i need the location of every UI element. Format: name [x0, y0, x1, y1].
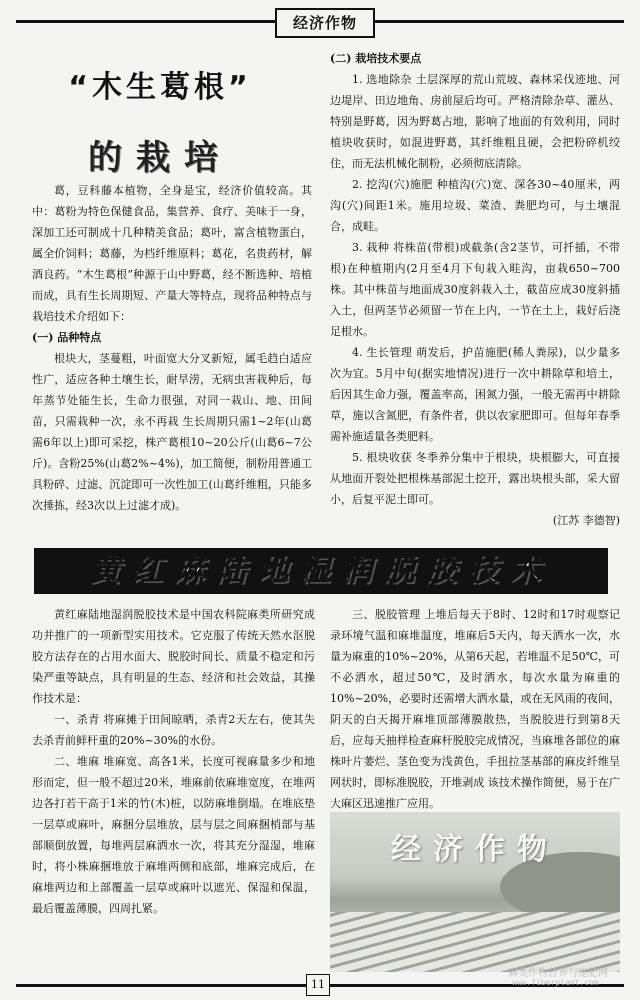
article1-column-left	[32, 180, 312, 516]
article2-step-1: 一、杀青 将麻摊于田间晾晒，杀青2天左右，使其失去杀青前鲜杆重的20%~30%的水份。	[32, 713, 315, 747]
article2-column-left	[32, 604, 315, 919]
article1-heading-2: (二) 栽培技术要点	[330, 52, 422, 65]
article2-step-3: 三、脱胶管理 上堆后每天于8时、12时和17时观察记录环境气温和麻堆温度，堆麻后5天内，每天洒水一次，水量为麻重的10%~20%，从第6天起，若堆温不足50℃，可不必洒水，超过50℃，及时洒水，每次水量为麻重的10%~20%，必要时还需增大洒水量，或在无风雨的夜间，阴天的白天揭开麻堆顶部薄膜散热，当脱胶进行到第8天后，应每天抽样检查麻杆脱胶完成情况，当麻堆各部位的麻株叶片萎烂、茎色变为浅黄色，手扭拉茎基部的麻皮纤维呈网状时，即标准脱胶，开堆剥成 该技术操作简便，易于在广大麻区迅速推广应用。	[330, 608, 620, 810]
article1-step-1: 1. 选地除杂 土层深厚的荒山荒坡、森林采伐迹地、河边堤岸、田边地角、房前屋后均可。严格清除杂草、灌丛、特别是野葛，因为野葛占地，影响了地面的有效利用，同时植块收获时，如混进野葛，其纤维粗且硬，会把粉碎机绞住，而无法机械化制粉，必须彻底清除。	[330, 73, 620, 170]
article1-step-3: 3. 栽种 将株苗(带根)或截条(含2茎节，可扦插，不带根)在种植期内(2月至4月下旬栽入畦沟，亩栽650~700株。其中株苗与地面成30度斜栽入土，截苗应成30度斜插入土，但两茎节必须留一节在上内，一节在土上，栽好后浇足根水。	[330, 241, 620, 338]
photo-caption-title: 经济作物	[391, 832, 559, 867]
article1-subtitle: 的栽培	[88, 138, 232, 178]
section-label: 经济作物	[275, 8, 375, 38]
article2-title-banner	[34, 548, 608, 594]
article1-column-right	[330, 48, 620, 531]
watermark-url: www.fiberplant.com	[512, 978, 599, 987]
article1-step-4: 4. 生长管理 萌发后，护苗施肥(稀人粪尿)，以少量多次为宜。5月中旬(据实地情况)进行一次中耕除草和培土，后因其生命力强，覆盖率高，困氮力强，一般无需再中耕除草，施以含氮肥，有条件者，供以农家肥即可。但每年春季需补施适量各类肥料。	[330, 346, 620, 443]
photo-crop-rows	[330, 912, 620, 972]
article1-intro: 葛，豆科藤本植物，全身是宝，经济价值较高。其中：葛粉为特色保健食品，集营养、食疗、美味于一身，深加工还可制成十几种精美食品；葛叶，富含植物蛋白，属全价饲料；葛藤，为档纤维原料；葛花，名贵药材，解酒良药。“木生葛根”种源于山中野葛，经不断选种、培植而成，具有生长周期短、产量大等特点，现将品种特点与栽培技术介绍如下：	[32, 184, 312, 323]
article1-step-2: 2. 挖沟(穴)施肥 种植沟(穴)宽、深各30~40厘米，两沟(穴)间距1米。施用垃圾、菜渣、粪肥均可，与土壤混合，成畦。	[330, 178, 620, 233]
article1-title: “木生葛根”	[68, 70, 252, 105]
page-number: 11	[306, 974, 330, 996]
article2-intro: 黄红麻陆地湿润脱胶技术是中国农科院麻类所研究成功并推广的一项新型实用技术。它克服了传统天然水沤脱胶方法存在的占用水面大、脱胶时间长、质量不稳定和污染严重等缺点，具有明显的生态、经济和社会效益，其操作技术是：	[32, 608, 315, 705]
article1-step-5: 5. 根块收获 冬季养分集中于根块，块根膨大，可直接从地面开裂处把根株基部泥土挖开，露出块根头部，采大留小，后复平泥土即可。	[330, 451, 620, 506]
article1-heading-1: (一) 品种特点	[32, 331, 102, 344]
article2-step-2: 二、堆麻 堆麻宽、高各1米，长度可视麻量多少和地形而定，但一般不超过20米，堆麻前依麻堆宽度，在堆两边各打若干高于1米的竹(木)桩，以防麻堆倒塌。在堆底垫一层草或麻叶，麻捆分层堆放，层与层之间麻捆梢部与基部顺倒放置，每堆两层麻洒水一次，将其充分湿湿，堆麻时，将小株麻捆堆放于麻堆两侧和底部，堆麻完成后，在麻堆两边和上部覆盖一层草或麻叶以遮光、保湿和保温，最后覆盖薄膜，四周扎紧。	[32, 755, 315, 915]
field-photo	[330, 812, 620, 972]
article2-title: 黄红麻陆地湿润脱胶技术	[90, 553, 552, 588]
watermark-text: 麻类作物营养与施肥网	[508, 968, 608, 979]
article1-byline: (江苏 李德智)	[552, 514, 620, 527]
article2-column-right	[330, 604, 620, 835]
article1-variety-paragraph: 根块大，茎蔓粗，叶面宽大分叉新短，属毛趋白适应性广，适应各种土壤生长，耐旱涝，无病虫害栽种后，每年蒸节处能生长，生命力很强，对同一栽山、地、田间苗，只需栽种一次，永不再栽 生长周期只需1~2年(山葛需6年以上)即可采挖，株产葛根10~20公斤(山葛6~7公斤)。含粉25%(山葛2%~4%)，加工简便，制粉用普通工具粉碎、过滤、沉淀即可一次性加工(山葛纤维粗，只能多次捶拣，经3次以上过滤才成)。	[32, 352, 312, 512]
